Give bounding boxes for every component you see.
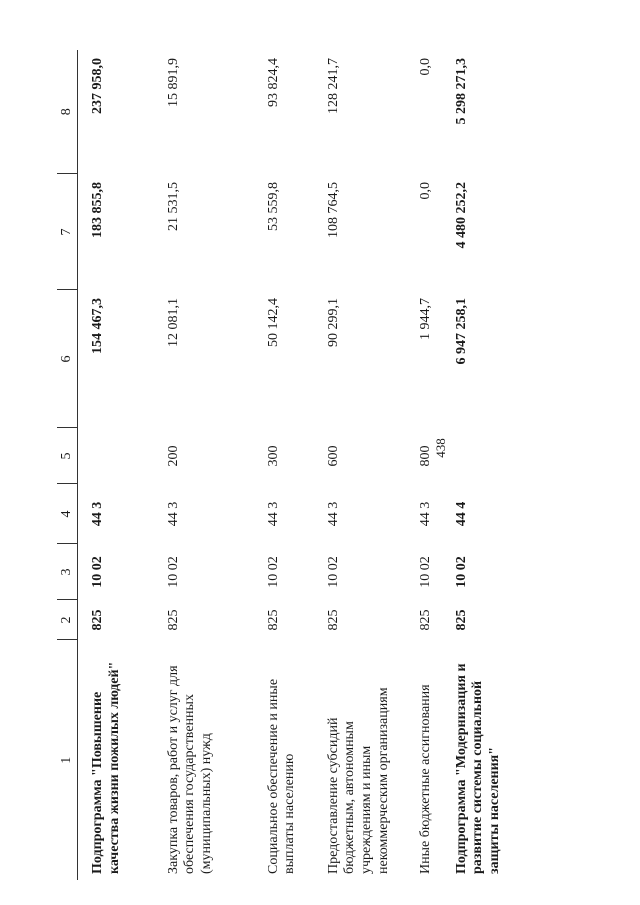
- header-cell-3: 3: [57, 544, 78, 600]
- row-name-cell: Подпрограмма "Повышение качества жизни пожилых людей": [90, 661, 122, 874]
- amount-year-1-cell: 154 467,3: [90, 298, 105, 354]
- amount-year-3-cell: 237 958,0: [90, 58, 105, 114]
- amount-year-1-cell: 50 142,4: [265, 298, 281, 347]
- amount-year-3-cell: 93 824,4: [265, 58, 281, 107]
- target-article-cell: 44 4: [453, 501, 469, 527]
- amount-year-1-cell: 1 944,7: [417, 298, 433, 340]
- amount-year-1-cell: 6 947 258,1: [453, 298, 469, 365]
- header-cell-1: 1: [57, 640, 78, 880]
- admin-code-cell: 825: [90, 609, 105, 631]
- table-row: [78, 50, 154, 880]
- admin-code-cell: 825: [453, 609, 469, 631]
- target-article-cell: 44 3: [325, 501, 341, 527]
- target-article-cell: 44 3: [165, 501, 181, 527]
- row-name-cell: Предоставление субсидий бюджетным, автономным учреждениям и иным некоммерческим организациям: [325, 687, 391, 874]
- expense-type-cell: 300: [265, 445, 281, 467]
- amount-year-1-cell: 90 299,1: [325, 298, 341, 347]
- header-cell-7: 7: [57, 174, 78, 290]
- budget-table-rotated: [57, 50, 597, 880]
- admin-code-cell: 825: [265, 609, 281, 631]
- row-name-cell: Социальное обеспечение и иные выплаты населению: [265, 678, 298, 874]
- amount-year-2-cell: 53 559,8: [265, 182, 281, 231]
- amount-year-2-cell: 21 531,5: [165, 182, 181, 231]
- header-cell-5: 5: [57, 428, 78, 484]
- header-cell-2: 2: [57, 600, 78, 640]
- amount-year-2-cell: 183 855,8: [90, 182, 105, 238]
- section-cell: 10 02: [453, 556, 469, 588]
- section-cell: 10 02: [165, 556, 181, 588]
- amount-year-3-cell: 5 298 271,3: [453, 58, 469, 125]
- amount-year-2-cell: 0,0: [417, 182, 433, 200]
- section-cell: 10 02: [265, 556, 281, 588]
- table-row: [442, 50, 552, 880]
- admin-code-cell: 825: [417, 609, 433, 631]
- table-row: [154, 50, 254, 880]
- amount-year-3-cell: 15 891,9: [165, 58, 181, 107]
- expense-type-cell: 800: [417, 445, 433, 467]
- header-row: [57, 50, 78, 880]
- section-cell: 10 02: [325, 556, 341, 588]
- expense-type-cell: [442, 428, 552, 484]
- budget-table: [57, 50, 552, 880]
- row-name-cell: Закупка товаров, работ и услуг для обеспечения государственных (муниципальных) нужд: [165, 665, 215, 874]
- table-row: [254, 50, 314, 880]
- admin-code-cell: 825: [325, 609, 341, 631]
- row-name-cell: Иные бюджетные ассигнования: [417, 684, 433, 874]
- section-cell: 10 02: [90, 556, 105, 588]
- amount-year-2-cell: 108 764,5: [325, 182, 341, 238]
- expense-type-cell: 600: [325, 445, 341, 467]
- amount-year-2-cell: 4 480 252,2: [453, 182, 469, 249]
- target-article-cell: 44 3: [90, 501, 105, 527]
- expense-type-cell: [78, 428, 154, 484]
- table-row: [406, 50, 442, 880]
- row-name-cell: Подпрограмма "Модернизация и развитие системы социальной защиты населения": [453, 663, 503, 874]
- header-cell-4: 4: [57, 484, 78, 544]
- amount-year-3-cell: 0,0: [417, 58, 433, 76]
- header-cell-6: 6: [57, 290, 78, 428]
- page-number: 438: [433, 438, 448, 458]
- target-article-cell: 44 3: [417, 501, 433, 527]
- amount-year-3-cell: 128 241,7: [325, 58, 341, 114]
- section-cell: 10 02: [417, 556, 433, 588]
- expense-type-cell: 200: [165, 445, 181, 467]
- target-article-cell: 44 3: [265, 501, 281, 527]
- admin-code-cell: 825: [165, 609, 181, 631]
- amount-year-1-cell: 12 081,1: [165, 298, 181, 347]
- header-cell-8: 8: [57, 50, 78, 174]
- table-row: [314, 50, 406, 880]
